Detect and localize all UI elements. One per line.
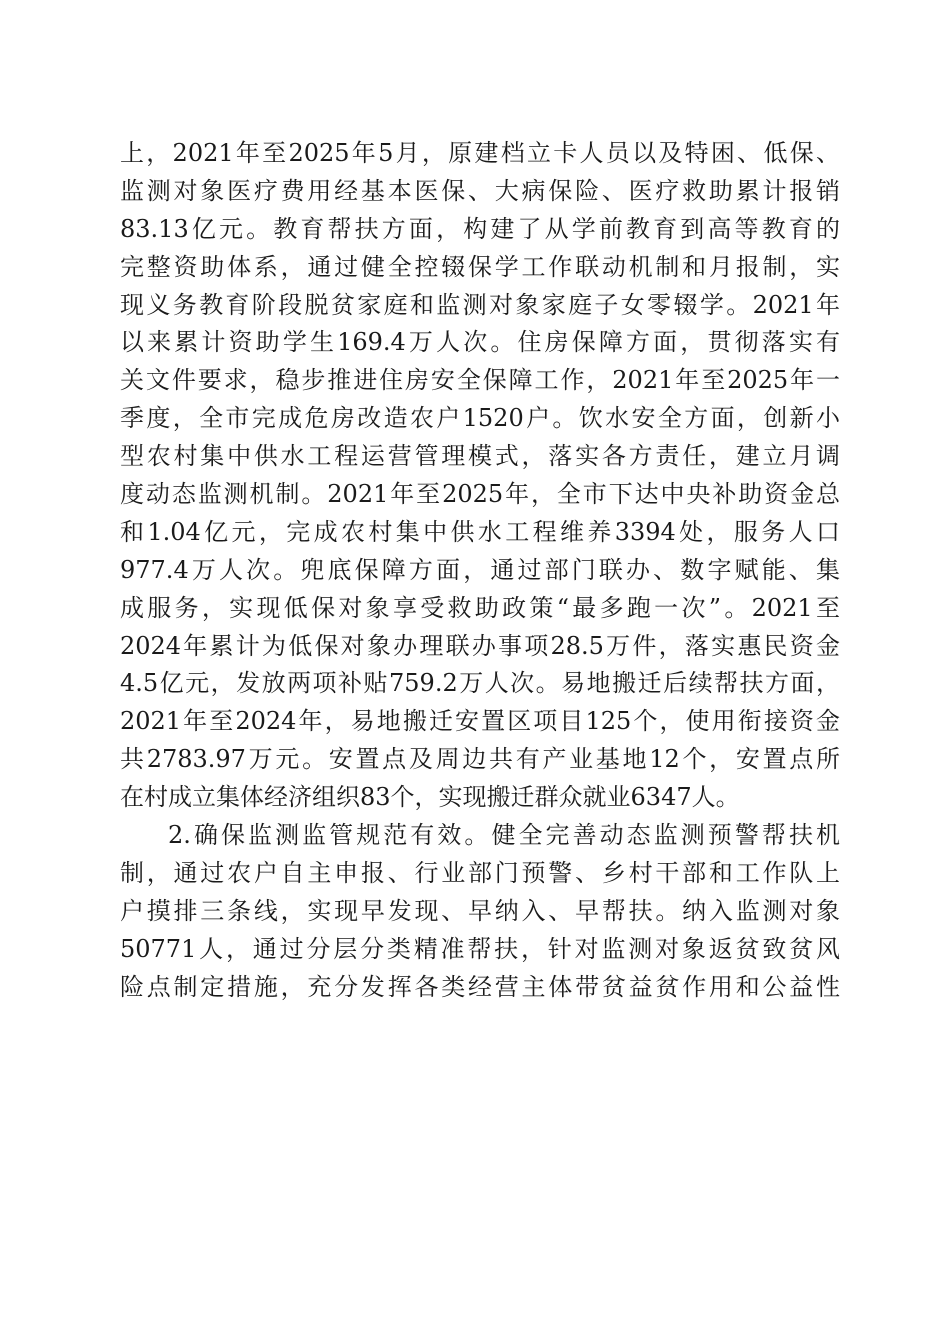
document-body [120,135,840,1006]
text-line: 季度，全市完成危房改造农户1520户。饮水安全方面，创新小 [120,404,840,433]
text-line: 共2783.97万元。安置点及周边共有产业基地12个，安置点所 [120,745,840,774]
text-line: 2021年至2024年，易地搬迁安置区项目125个，使用衔接资金 [120,707,840,736]
text-line: 50771人，通过分层分类精准帮扶，针对监测对象返贫致贫风 [120,934,840,963]
text-line: 和1.04亿元，完成农村集中供水工程维养3394处，服务人口 [120,517,840,546]
paragraph-2 [120,817,840,1006]
text-line: 2.确保监测监管规范有效。健全完善动态监测预警帮扶机 [168,821,840,850]
text-line: 在村成立集体经济组织83个，实现搬迁群众就业6347人。 [120,783,740,812]
text-line: 上，2021年至2025年5月，原建档立卡人员以及特困、低保、 [120,139,840,167]
text-line: 型农村集中供水工程运营管理模式，落实各方责任，建立月调 [120,442,840,471]
text-line: 险点制定措施，充分发挥各类经营主体带贫益贫作用和公益性 [120,972,840,1001]
text-line: 977.4万人次。兜底保障方面，通过部门联办、数字赋能、集 [120,555,840,584]
text-line: 2024年累计为低保对象办理联办事项28.5万件，落实惠民资金 [120,631,840,660]
text-line: 监测对象医疗费用经基本医保、大病保险、医疗救助累计报销 [120,176,840,205]
text-line: 83.13亿元。教育帮扶方面，构建了从学前教育到高等教育的 [120,214,840,243]
paragraph-1 [120,135,840,817]
text-line: 户摸排三条线，实现早发现、早纳入、早帮扶。纳入监测对象 [120,896,840,925]
text-line: 度动态监测机制。2021年至2025年，全市下达中央补助资金总 [120,480,840,509]
text-line: 成服务，实现低保对象享受救助政策“最多跑一次”。2021至 [120,593,840,622]
text-line: 关文件要求，稳步推进住房安全保障工作，2021年至2025年一 [120,366,840,395]
text-line: 现义务教育阶段脱贫家庭和监测对象家庭子女零辍学。2021年 [120,290,840,319]
text-line: 以来累计资助学生169.4万人次。住房保障方面，贯彻落实有 [120,328,840,357]
text-line: 制，通过农户自主申报、行业部门预警、乡村干部和工作队上 [120,858,840,887]
text-line: 4.5亿元，发放两项补贴759.2万人次。易地搬迁后续帮扶方面， [120,669,840,698]
text-line: 完整资助体系，通过健全控辍保学工作联动机制和月报制，实 [120,252,840,281]
